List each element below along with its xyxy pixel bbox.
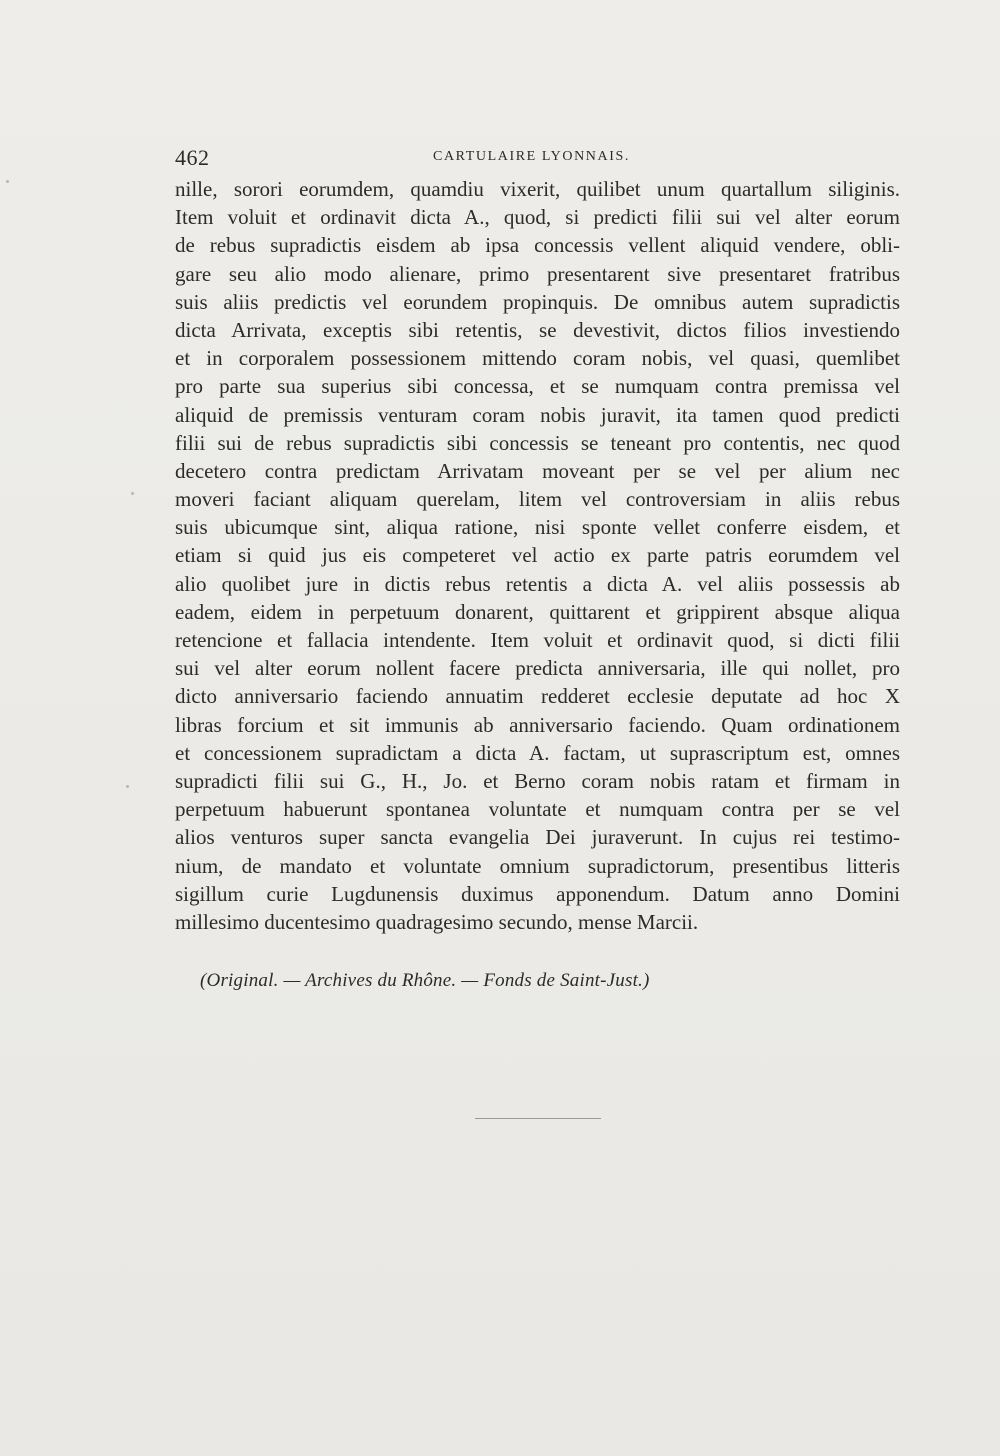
text-line: etiam si quid jus eis competeret vel actio ex parte patris eorumdem vel [175,543,900,568]
text-line: moveri faciant aliquam querelam, litem vel controversiam in aliis rebus [175,487,900,512]
text-line: decetero contra predictam Arrivatam moveant per se vel per alium nec [175,458,900,483]
text-line: Item voluit et ordinavit dicta A., quod, si predicti filii sui vel alter eorum [175,205,900,230]
text-line: sigillum curie Lugdunensis duximus apponendum. Datum anno Domini [175,881,900,906]
text-line: nille, sorori eorumdem, quamdiu vixerit, quilibet unum quartallum siliginis. [175,177,900,201]
text-line: eadem, eidem in perpetuum donarent, quittarent et grippirent absque aliqua [175,599,900,624]
paper-speck [126,785,129,788]
text-line: supradicti filii sui G., H., Jo. et Berno coram nobis ratam et firmam in [175,768,900,793]
text-line: dicto anniversario faciendo annuatim redderet ecclesie deputate ad hoc X [175,684,900,709]
text-line: pro parte sua superius sibi concessa, et se numquam contra premissa vel [175,374,900,399]
text-line: perpetuum habuerunt spontanea voluntate et numquam contra per se vel [175,797,900,822]
text-line: suis ubicumque sint, aliqua ratione, nisi sponte vellet conferre eisdem, et [175,515,900,540]
source-citation: (Original. — Archives du Rhône. — Fonds de Saint-Just.) [200,970,650,991]
running-head [175,145,900,169]
text-line: sui vel alter eorum nollent facere predicta anniversaria, ille qui nollet, pro [175,656,900,681]
paper-speck [131,492,134,495]
end-rule [475,1118,601,1119]
text-line: et in corporalem possessionem mittendo coram nobis, vel quasi, quemlibet [175,346,900,371]
text-line: libras forcium et sit immunis ab anniversario faciendo. Quam ordinationem [175,712,900,737]
text-line: filii sui de rebus supradictis sibi concessis se teneant pro contentis, nec quod [175,430,900,455]
text-line: et concessionem supradictam a dicta A. factam, ut suprascriptum est, omnes [175,740,900,765]
page-number: 462 [175,145,210,170]
text-line-last: millesimo ducentesimo quadragesimo secundo, mense Marcii. [175,909,699,934]
text-line: suis aliis predictis vel eorundem propinquis. De omnibus autem supradictis [175,289,900,314]
body-text [175,175,900,936]
text-line: dicta Arrivata, exceptis sibi retentis, se devestivit, dictos filios investiendo [175,317,900,342]
running-title: CARTULAIRE LYONNAIS. [433,149,630,164]
text-line: de rebus supradictis eisdem ab ipsa concessis vellent aliquid vendere, obli- [175,233,900,258]
text-line: retencione et fallacia intendente. Item voluit et ordinavit quod, si dicti filii [175,628,900,652]
text-line: alios venturos super sancta evangelia Dei juraverunt. In cujus rei testimo- [175,825,900,850]
paper-speck [6,180,9,183]
text-line: alio quolibet jure in dictis rebus retentis a dicta A. vel aliis possessis ab [175,571,900,596]
text-line: nium, de mandato et voluntate omnium supradictorum, presentibus litteris [175,853,900,878]
text-line: gare seu alio modo alienare, primo presentarent sive presentaret fratribus [175,261,900,286]
text-line: aliquid de premissis venturam coram nobis juravit, ita tamen quod predicti [175,402,900,427]
